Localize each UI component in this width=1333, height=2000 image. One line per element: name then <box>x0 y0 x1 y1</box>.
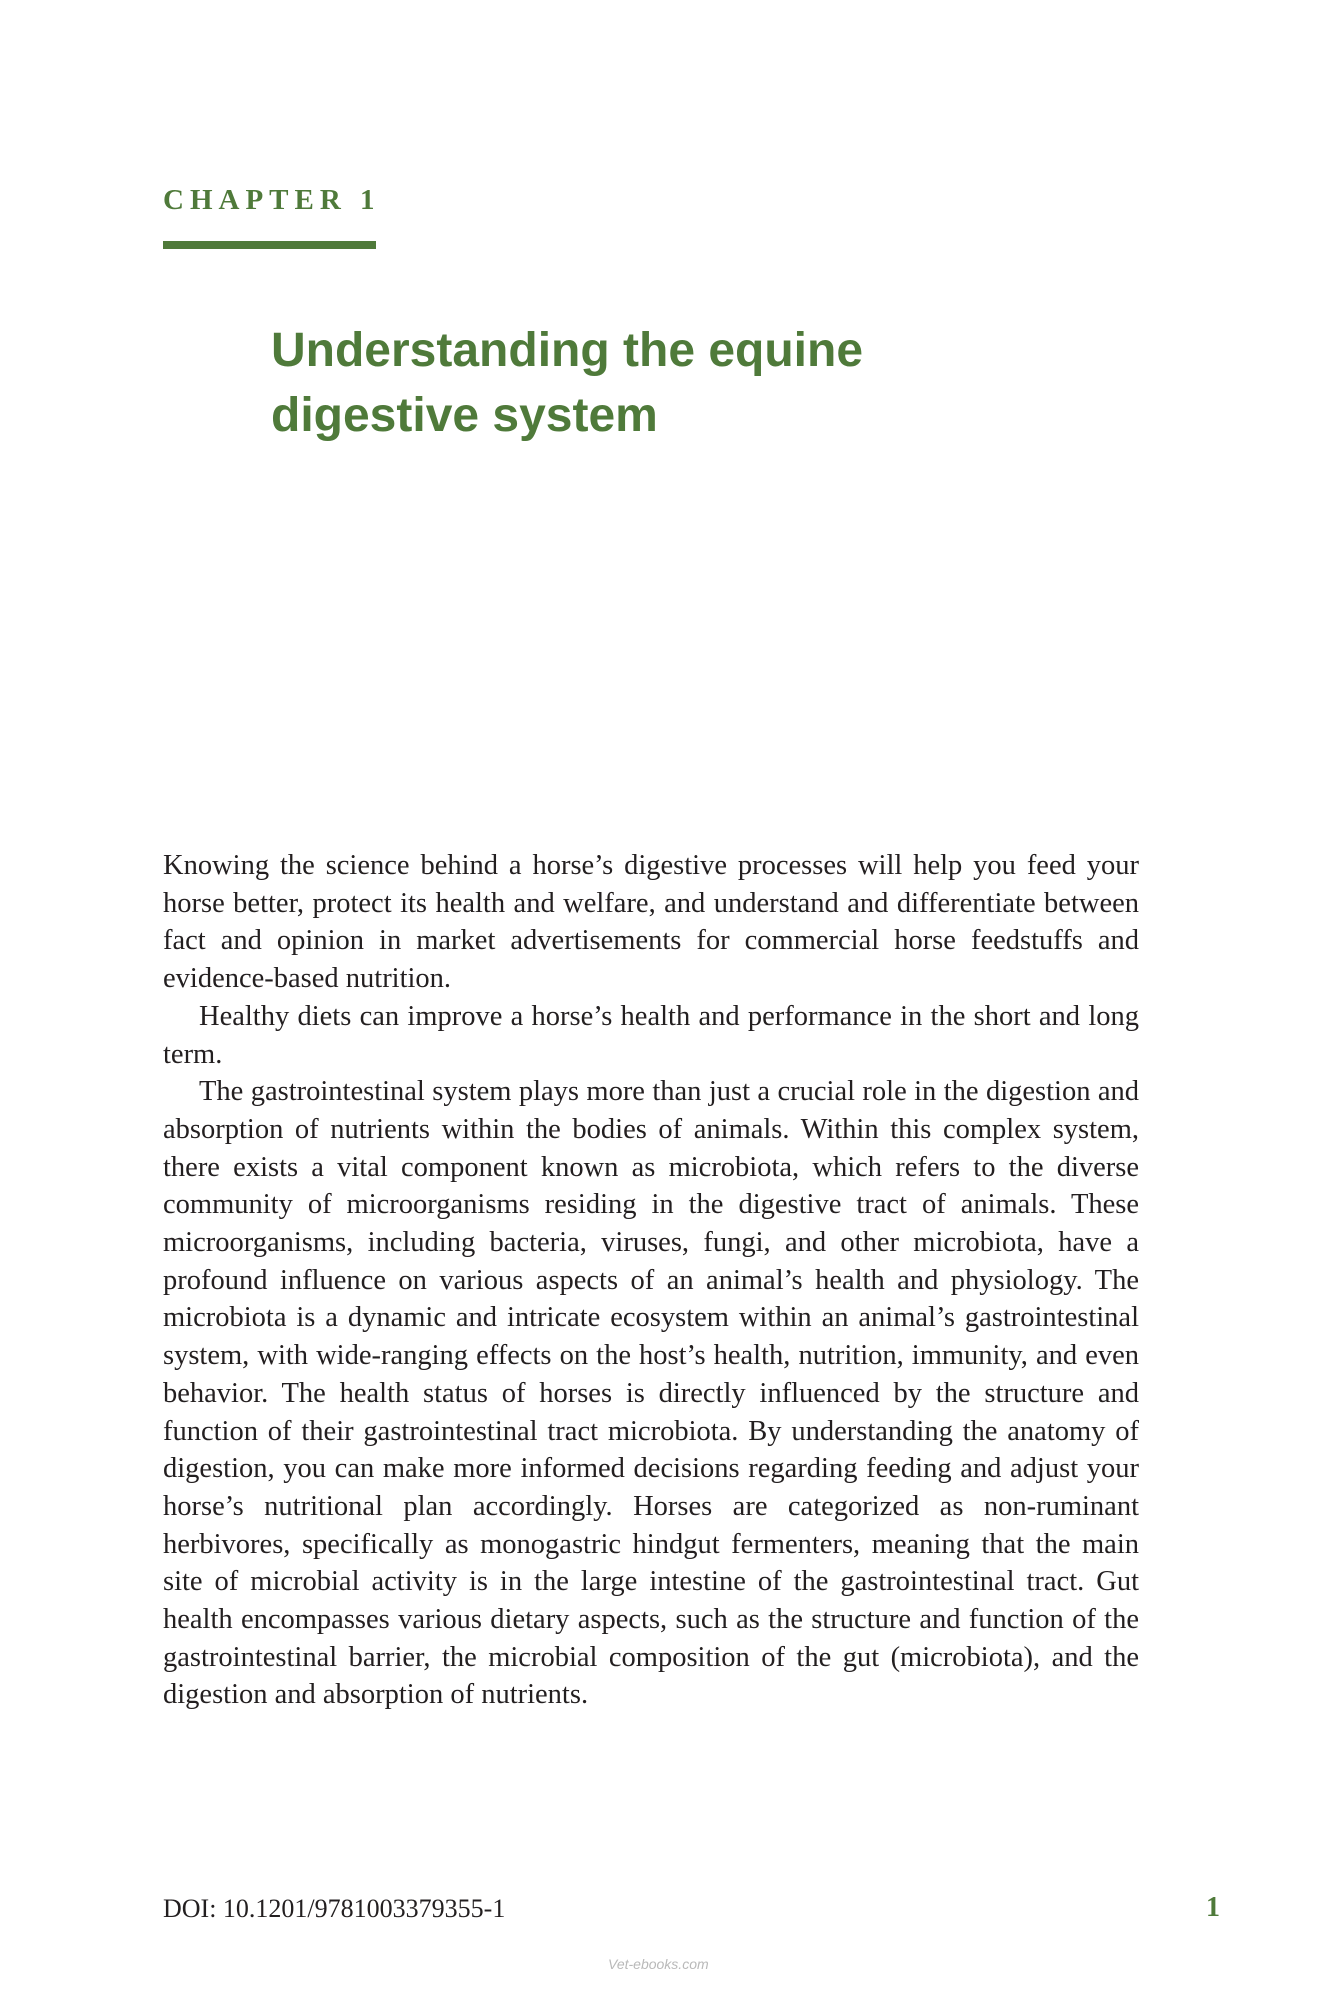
paragraph-2: Healthy diets can improve a horse’s health and performance in the short and long term. <box>163 1000 1139 1070</box>
doi-footer: DOI: 10.1201/9781003379355-1 <box>163 1894 506 1923</box>
chapter-rule <box>163 241 376 249</box>
page-number: 1 <box>1206 1892 1220 1923</box>
watermark-logo: Vet-ebooks.com <box>608 1956 709 1972</box>
chapter-label: CHAPTER 1 <box>163 184 381 216</box>
paragraph-1: Knowing the science behind a horse’s digestive processes will help you feed your horse better, protect its health and welfare, and understand and differentiate between fact and opinion in market advertisements for commercial horse feedstuffs and evidence-based nutrition. <box>163 850 1139 995</box>
paragraph-3: The gastrointestinal system plays more than just a crucial role in the digestion and absorption of nutrients within the bodies of animals. Within this complex system, there exists a vital component known as microbiota, which refers to the diverse community of microorganisms residing in the digestive tract of animals. These microorganisms, including bacteria, viruses, fungi, and other microbiota, have a profound influence on various aspects of an animal’s health and physiology. The microbiota is a dynamic and intricate ecosystem within an animal’s gastrointestinal system, with wide-ranging effects on the host’s health, nutrition, immunity, and even behavior. The health status of horses is directly influenced by the structure and function of their gastrointestinal tract microbiota. By understanding the anatomy of digestion, you can make more informed decisions regarding feeding and adjust your horse’s nutritional plan accordingly. Horses are categorized as non-ruminant herbivores, specifically as monogastric hindgut fermenters, meaning that the main site of microbial activity is in the large intestine of the gastrointestinal tract. Gut health encompasses various dietary aspects, such as the structure and function of the gastrointestinal barrier, the microbial composition of the gut (microbiota), and the digestion and absorption of nutrients. <box>163 1076 1139 1711</box>
body-text <box>163 847 1139 1714</box>
chapter-title-line-1: Understanding the equine <box>271 324 864 377</box>
chapter-title <box>271 318 1071 448</box>
chapter-title-line-2: digestive system <box>271 389 658 442</box>
